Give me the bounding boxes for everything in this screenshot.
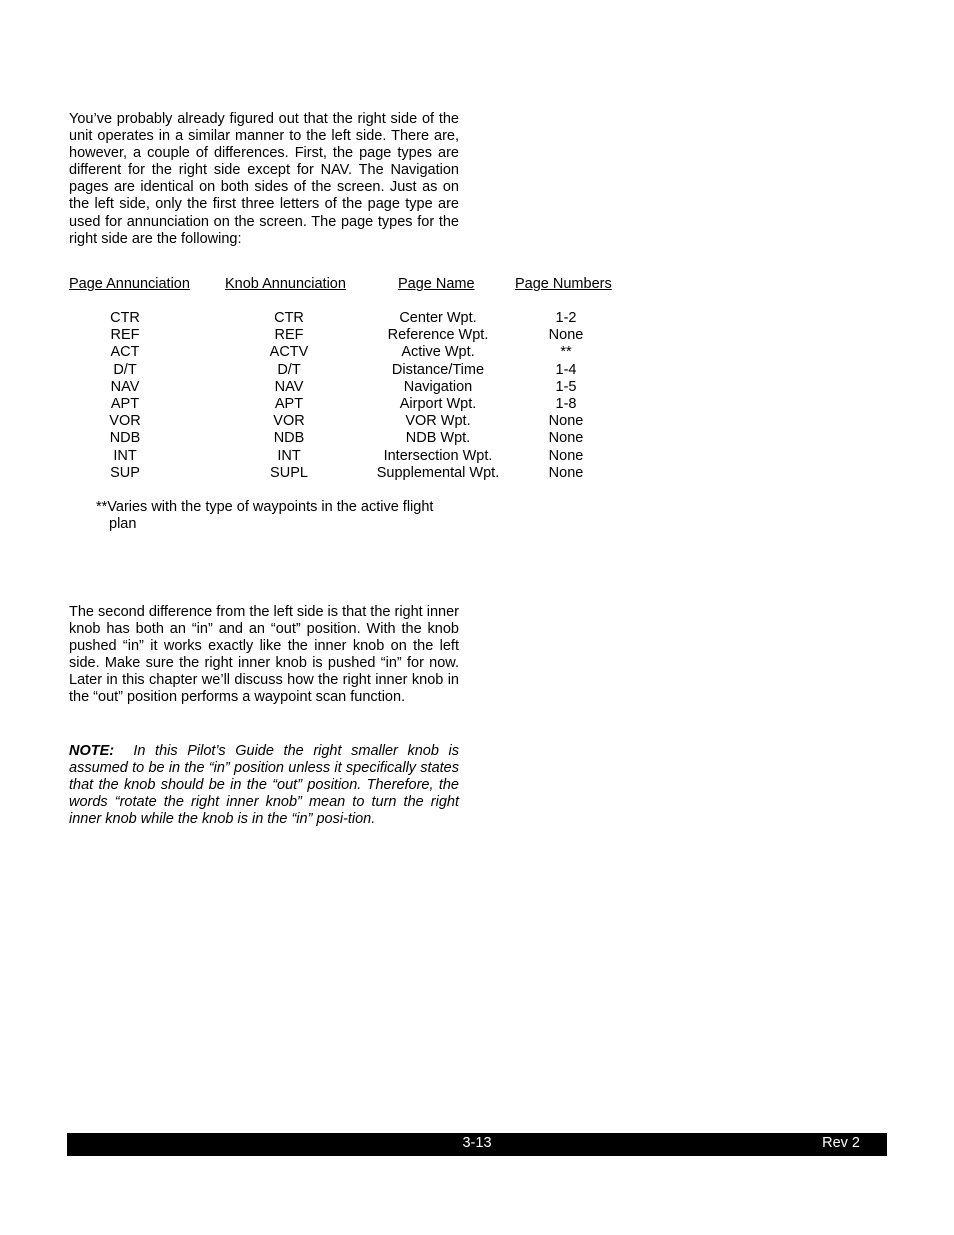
cell: ACTV [269,344,309,361]
cell: ** [560,344,572,361]
cell: Distance/Time [391,361,485,378]
cell: VOR [273,413,305,430]
footnote-line: **Varies with the type of waypoints in the active flight [96,499,434,515]
note-text: In this Pilot’s Guide the right smaller knob is assumed to be in the “in” position unless it specifically states that the knob should be in the “out” position. Therefore, the words “rotate the right inner knob” mean to turn the right inner knob while the knob is in the “in” posi-tion. [69,743,459,828]
cell: VOR [109,413,141,430]
cell: None [548,464,584,481]
page-number: 3-13 [462,1135,492,1151]
header-page-annunciation: Page Annunciation [69,276,190,292]
second-paragraph: The second difference from the left side is that the right inner knob has both an “in” and an “out” position. With the knob pushed “in” it works exactly like the inner knob on the left side. Make sure the right inner knob is pushed “in” for now. Later in this chapter we’ll discuss how the right inner knob in the “out” position performs a waypoint scan function. [69,604,459,706]
cell: NDB Wpt. [405,430,471,447]
table-footnote [96,499,466,533]
cell: SUPL [270,464,308,481]
cell: None [548,430,584,447]
header-page-name: Page Name [398,276,475,292]
cell: None [548,413,584,430]
cell: NDB [109,430,141,447]
cell: 1-8 [555,396,577,413]
cell: ACT [110,344,140,361]
note-label: NOTE: [69,743,115,759]
header-page-numbers: Page Numbers [515,276,612,292]
cell: SUP [110,464,140,481]
cell: Navigation [403,378,473,395]
cell: 1-5 [555,378,577,395]
column-page-name [368,310,508,482]
cell: CTR [110,310,140,326]
cell: Reference Wpt. [387,327,489,344]
cell: NDB [273,430,305,447]
cell: APT [274,396,304,413]
cell: NAV [274,378,304,395]
cell: Supplemental Wpt. [376,464,500,481]
cell: None [548,327,584,344]
cell: None [548,447,584,464]
cell: REF [110,327,140,344]
cell: 1-4 [555,361,577,378]
cell: D/T [277,361,301,378]
cell: Center Wpt. [399,310,477,326]
cell: D/T [113,361,137,378]
cell: VOR Wpt. [405,413,471,430]
column-page-annunciation [85,310,165,482]
cell: REF [274,327,304,344]
cell: Airport Wpt. [399,396,477,413]
column-page-numbers [526,310,606,482]
intro-paragraph: You’ve probably already figured out that the right side of the unit operates in a similar manner to the left side. There are, however, a couple of differences. First, the page types are different for the right side except for NAV. The Navigation pages are identical on both sides of the screen. Just as on the left side, only the first three letters of the page type are used for annunciation on the screen. The page types for the right side are the following: [69,111,459,247]
cell: CTR [274,310,304,326]
page-footer [67,1133,887,1156]
cell: Active Wpt. [401,344,475,361]
note-paragraph [69,743,459,828]
cell: INT [113,447,137,464]
revision-label: Rev 2 [822,1135,860,1151]
cell: Intersection Wpt. [383,447,493,464]
cell: INT [277,447,301,464]
header-knob-annunciation: Knob Annunciation [225,276,346,292]
cell: NAV [110,378,140,395]
cell: 1-2 [555,310,577,326]
column-knob-annunciation [249,310,329,482]
cell: APT [110,396,140,413]
footnote-line: plan [109,516,137,532]
